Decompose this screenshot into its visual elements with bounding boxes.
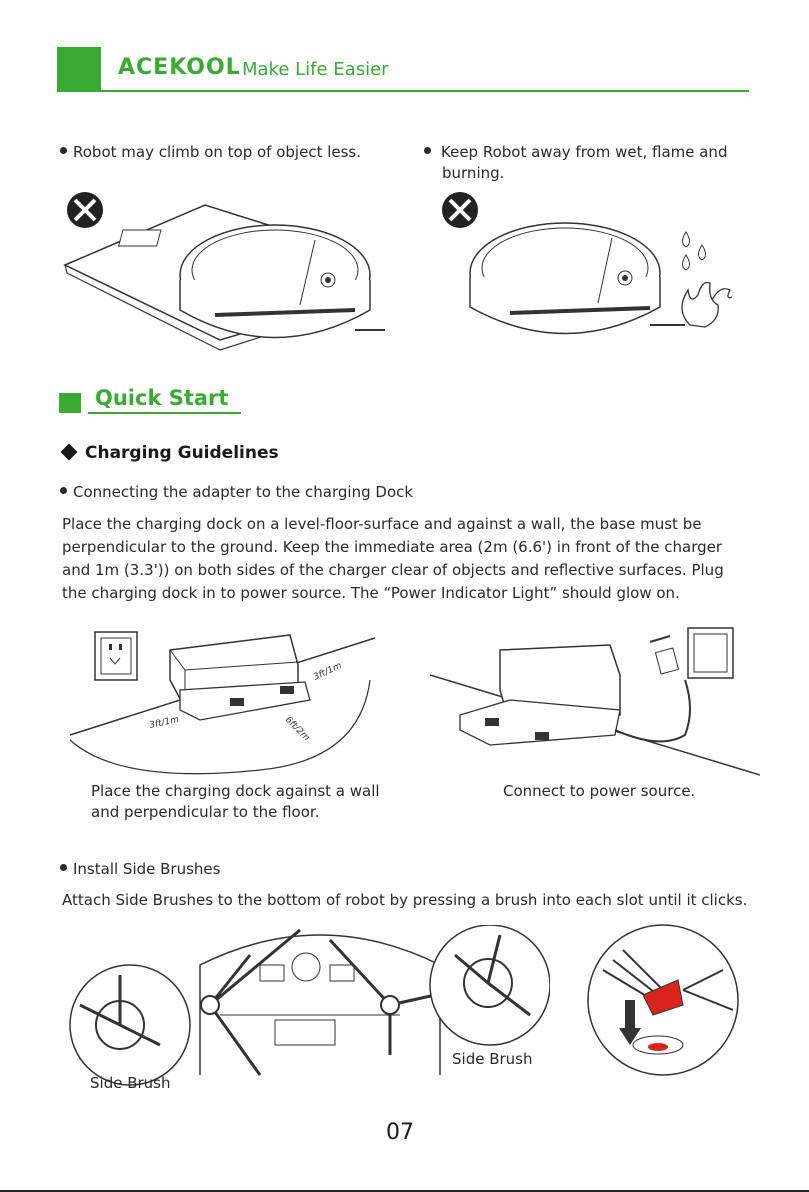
bullet-dot [424,147,431,154]
prohibited-icon [442,192,478,228]
brushes-paragraph: Attach Side Brushes to the bottom of robot by pressing a brush into each slot until it clicks. [62,891,748,909]
wall-outlet-icon [688,628,733,678]
section-underline [88,412,241,414]
dist-label-right: 3ft/1m [312,660,344,683]
brand-tagline: Make Life Easier [242,59,389,80]
zoom-circle-left [70,965,190,1085]
caption-line: and perpendicular to the floor. [91,803,320,821]
arrow-down-icon [625,1000,635,1030]
illustration-dock-power [430,620,760,780]
charging-bullet [60,482,413,503]
label-side-brush-right: Side Brush [452,1050,533,1068]
bullet-dot [60,147,67,154]
zoom-circle-right [430,925,550,1045]
caption-line: Place the charging dock against a wall [91,782,380,800]
illustration-brush-install [583,920,743,1080]
prohibited-icon [67,192,103,228]
brushes-bullet [60,859,220,880]
caption-dock-power: Connect to power source. [503,782,696,800]
page-number: 07 [386,1120,414,1145]
paragraph-line: Place the charging dock on a level-floor-surface and against a wall, the base must be [62,515,702,533]
diamond-bullet-icon [61,444,78,461]
brushes-bullet-text: Install Side Brushes [73,860,221,878]
warning-climb [60,142,361,163]
charging-paragraph [62,513,752,605]
header-accent-box [57,47,101,92]
illustration-robot-hazards [440,185,750,360]
bullet-dot [60,864,67,871]
dist-label-front: 6ft/2m [282,715,312,744]
header-rule [101,90,749,92]
warning-wet-text-2: burning. [442,164,505,182]
brand-logo: ACEKOOL [118,55,241,80]
charging-title-text: Charging Guidelines [85,443,279,463]
paragraph-line: perpendicular to the ground. Keep the immediate area (2m (6.6') in front of the charger [62,538,723,556]
illustration-robot-climbing [55,185,395,360]
power-adapter-icon [655,648,678,674]
warning-wet [424,142,754,184]
paragraph-line: the charging dock in to power source. The “Power Indicator Light” should glow on. [62,584,680,602]
illustration-dock-placement [60,620,390,780]
warning-wet-text-1: Keep Robot away from wet, flame and [441,143,728,161]
label-side-brush-left: Side Brush [90,1074,171,1092]
charging-title [60,443,279,463]
caption-dock-placement [91,781,380,823]
charging-bullet-text: Connecting the adapter to the charging Dock [73,483,414,501]
bullet-dot [60,487,67,494]
section-accent-box [59,393,81,413]
wall-outlet-icon [95,632,137,680]
section-title: Quick Start [95,386,229,410]
flame-icon [682,283,732,328]
dist-label-left: 3ft/1m [148,714,180,731]
water-drops-icon [683,232,706,270]
paragraph-line: and 1m (3.3')) on both sides of the charger clear of objects and reflective surfaces. Plug [62,561,724,579]
warning-climb-text: Robot may climb on top of object less. [73,143,362,161]
